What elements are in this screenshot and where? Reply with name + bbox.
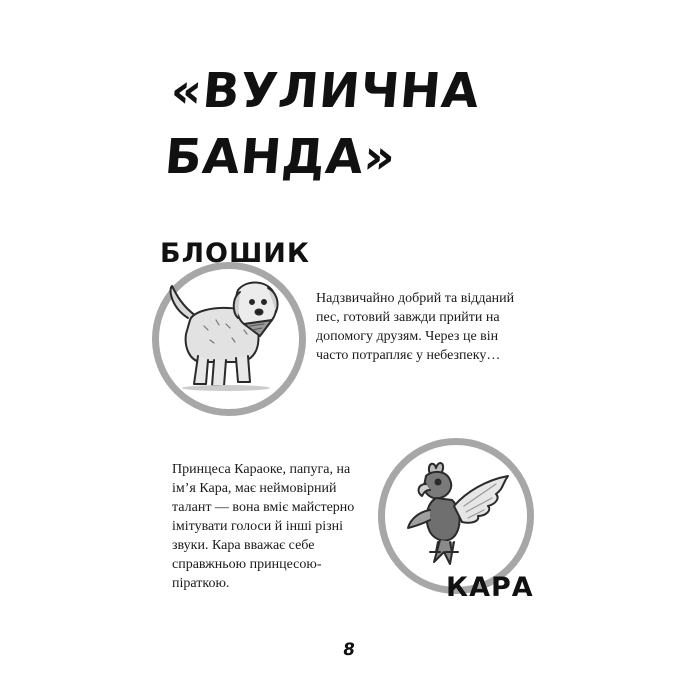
page-title	[162, 58, 483, 190]
page-title-line-1: «ВУЛИЧНА	[168, 63, 483, 119]
character-1-name: БЛОШИК	[160, 238, 310, 269]
page-title-line-2: БАНДА»	[162, 129, 399, 185]
parrot-icon	[400, 454, 520, 574]
page-number: 8	[341, 640, 357, 660]
character-2-description: Принцеса Караоке, папуга, на ім’я Кара, має неймовірний талант — вона вміє майстерно імітувати голоси й інші різні звуки. Кара вважає себе справжньою принцесою-піраткою.	[172, 462, 355, 591]
dog-icon	[160, 268, 290, 398]
character-1-description: Надзвичайно добрий та відданий пес, готовий завжди прийти на допомогу друзям. Через це він часто потрапляє у небезпеку…	[316, 291, 515, 363]
character-2-name: КАРА	[446, 572, 534, 603]
